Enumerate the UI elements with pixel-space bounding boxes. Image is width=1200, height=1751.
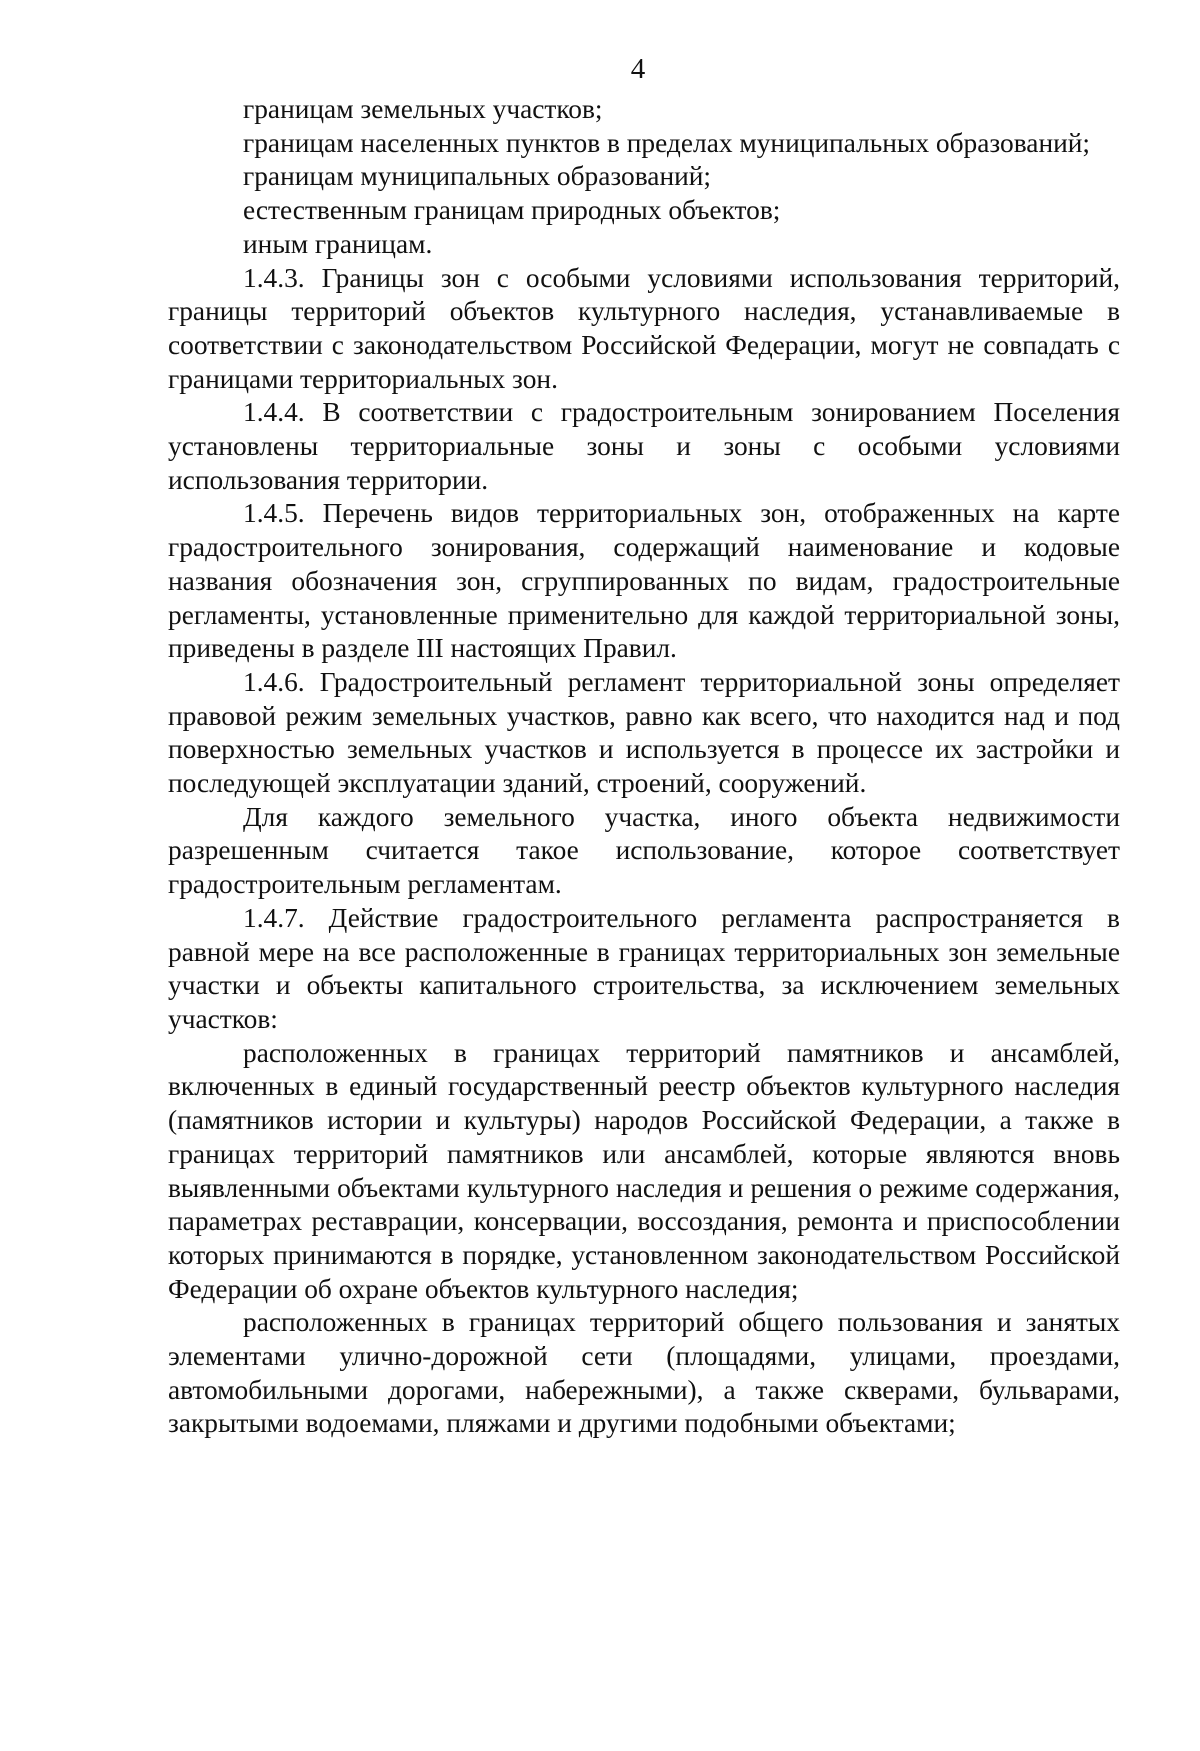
paragraph-heritage-exception: расположенных в границах территорий памятников и ансамблей, включенных в единый государственный реестр объектов культурного наследия (памятников истории и культуры) народов Российской Федерации, а также в границах территорий памятников или ансамблей, которые являются вновь выявленными объектами культурного наследия и решения о режиме содержания, параметрах реставрации, консервации, воссоздания, ремонта и приспособлении которых принимаются в порядке, установленном законодательством Российской Федерации об охране объектов культурного наследия; (168, 1037, 1120, 1304)
paragraph-land-plot-boundaries: границам земельных участков; (243, 94, 603, 124)
document-body (168, 93, 1120, 1441)
paragraph-municipal-boundaries: границам муниципальных образований; (243, 161, 712, 192)
paragraph-public-use-exception: расположенных в границах территорий общего пользования и занятых элементами улично-дорожной сети (площадями, улицами, проездами, автомобильными дорогами, набережными), а также скверами, бульварами, закрытыми водоемами, пляжами и другими подобными объектами; (168, 1307, 1120, 1439)
clause-1-4-7: 1.4.7. Действие градостроительного регламента распространяется в равной мере на все расположенные в границах территориальных зон земельные участки и объекты капитального строительства, за исключением земельных участков: (168, 902, 1120, 1034)
paragraph-natural-boundaries: естественным границам природных объектов; (243, 195, 781, 226)
page-number: 4 (630, 53, 646, 85)
clause-1-4-3: 1.4.3. Границы зон с особыми условиями использования территорий, границы территорий объектов культурного наследия, устанавливаемые в соответствии с законодательством Российской Федерации, могут не совпадать с границами территориальных зон. (168, 262, 1120, 394)
paragraph-settlement-boundaries: границам населенных пунктов в пределах муниципальных образований; (243, 127, 1091, 158)
paragraph-permitted-use: Для каждого земельного участка, иного объекта недвижимости разрешенным считается такое использование, которое соответствует градостроительным регламентам. (168, 801, 1120, 900)
paragraph-other-boundaries: иным границам. (243, 228, 433, 259)
clause-1-4-5: 1.4.5. Перечень видов территориальных зон, отображенных на карте градостроительного зонирования, содержащий наименование и кодовые названия обозначения зон, сгруппированных по видам, градостроительные регламенты, установленные применительно для каждой территориальной зоны, приведены в разделе III настоящих Правил. (168, 498, 1120, 664)
clause-1-4-4: 1.4.4. В соответствии с градостроительным зонированием Поселения установлены территориальные зоны и зоны с особыми условиями использования территории. (168, 397, 1120, 495)
clause-1-4-6: 1.4.6. Градостроительный регламент территориальной зоны определяет правовой режим земельных участков, равно как всего, что находится над и под поверхностью земельных участков и используется в процессе их застройки и последующей эксплуатации зданий, строений, сооружений. (168, 666, 1120, 799)
